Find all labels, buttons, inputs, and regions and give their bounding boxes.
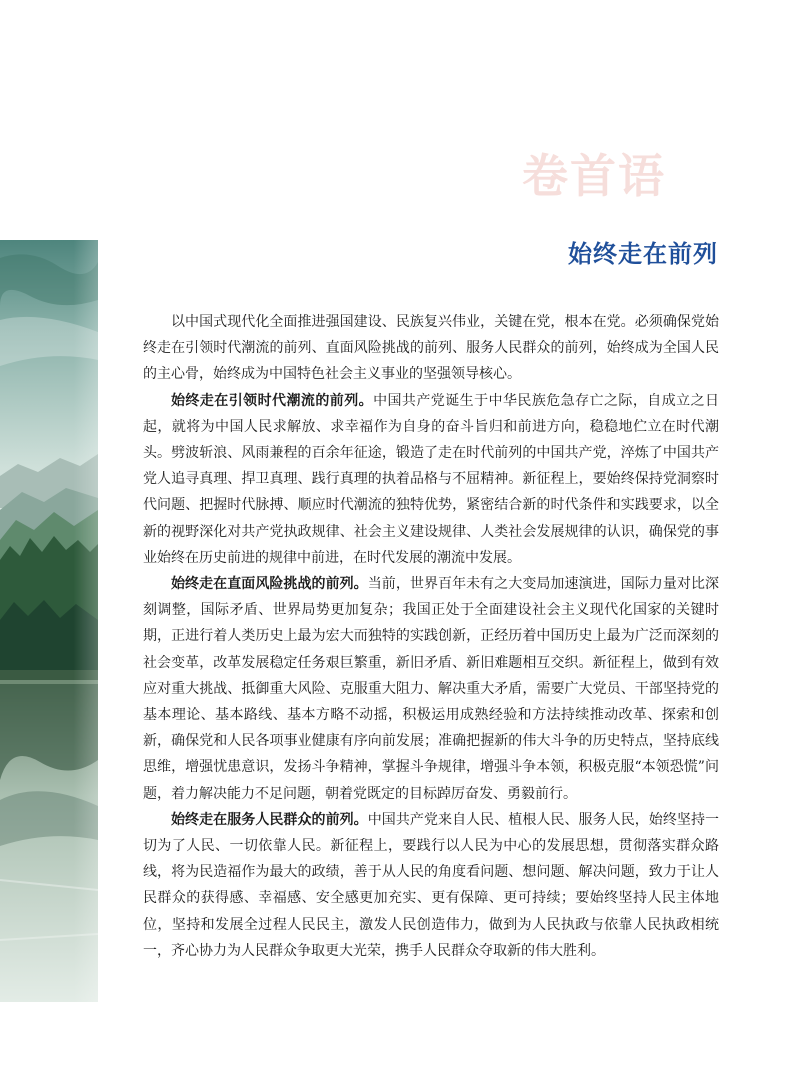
paragraph-text: 当前，世界百年未有之大变局加速演进，国际力量对比深刻调整，国际矛盾、世界局势更加复杂；我国正处于全面建设社会主义现代化国家的关键时期，正进行着人类历史上最为宏大而独特的实践创新，正经历着中国历史上最为广泛而深刻的社会变革，改革发展稳定任务艰巨繁重，新旧矛盾、新旧难题相互交织。新征程上，做到有效应对重大挑战、抵御重大风险、克服重大阻力、解决重大矛盾，需要广大党员、干部坚持党的基本理论、基本路线、基本方略不动摇，积极运用成熟经验和方法持续推动改革、探索和创新，确保党和人民各项事业健康有序向前发展；准确把握新的伟大斗争的历史特点，坚持底线思维，增强忧患意识，发扬斗争精神，掌握斗争规律，增强斗争本领，积极克服“本领恐慌”问题，着力解决能力不足问题，朝着党既定的目标踔厉奋发、勇毅前行。 — [143, 576, 720, 802]
paragraph-text: 中国共产党诞生于中华民族危急存亡之际，自成立之日起，就将为中国人民求解放、求幸福作为自身的奋斗旨归和前进方向，稳稳地伫立在时代潮头。劈波斩浪、风雨兼程的百余年征途，锻造了走在时代前列的中国共产党，淬炼了中国共产党人追寻真理、捍卫真理、践行真理的执着品格与不屈精神。新征程上，要始终保持党洞察时代问题、把握时代脉搏、顺应时代潮流的独特优势，紧密结合新的时代条件和实践要求，以全新的视野深化对共产党执政规律、社会主义建设规律、人类社会发展规律的认识，确保党的事业始终在历史前进的规律中前进，在时代发展的潮流中发展。 — [143, 392, 720, 566]
landscape-image — [0, 240, 98, 1002]
page-title: 始终走在前列 — [568, 240, 718, 268]
article-body — [143, 309, 719, 964]
paragraph-era-trends — [143, 388, 719, 571]
paragraph-lead: 始终走在引领时代潮流的前列。 — [171, 392, 374, 409]
paragraph-lead: 始终走在服务人民群众的前列。 — [171, 811, 368, 828]
paragraph-text: 以中国式现代化全面推进强国建设、民族复兴伟业，关键在党，根本在党。必须确保党始终走在引领时代潮流的前列、直面风险挑战的前列、服务人民群众的前列，始终成为全国人民的主心骨，始终成为中国特色社会主义事业的坚强领导核心。 — [143, 314, 719, 383]
paragraph-lead: 始终走在直面风险挑战的前列。 — [171, 576, 368, 593]
paragraph-intro — [143, 309, 719, 388]
paragraph-text: 中国共产党来自人民、植根人民、服务人民，始终坚持一切为了人民、一切依靠人民。新征程上，要践行以人民为中心的发展思想，贯彻落实群众路线，将为民造福作为最大的政绩，善于从人民的角度看问题、想问题、解决问题，致力于让人民群众的获得感、幸福感、安全感更加充实、更有保障、更可持续；要始终坚持人民主体地位，坚持和发展全过程人民民主，激发人民创造伟力，做到为人民执政与依靠人民执政相统一，齐心协力为人民群众争取更大光荣，携手人民群众夺取新的伟大胜利。 — [143, 811, 720, 959]
paragraph-serving-people — [143, 807, 719, 964]
paragraph-risk-challenges — [143, 571, 719, 807]
watermark-heading: 卷首语 — [522, 149, 666, 203]
